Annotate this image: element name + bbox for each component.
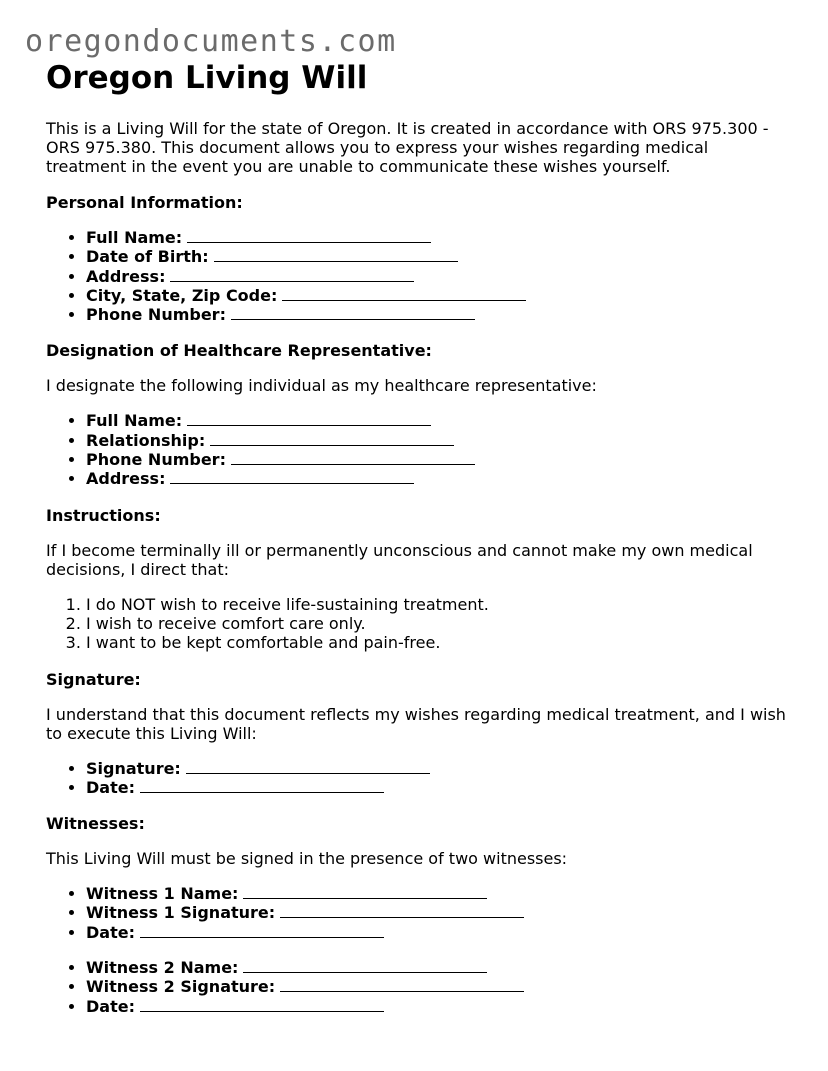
field-label: Address: <box>86 266 166 286</box>
blank-line[interactable] <box>231 451 475 465</box>
instructions-text: If I become terminally ill or permanently unconscious and cannot make my own medical decisions, I direct that: <box>46 540 753 579</box>
field-signature[interactable] <box>86 759 786 778</box>
blank-line[interactable] <box>170 470 414 484</box>
field-label: Witness 1 Name: <box>86 884 239 904</box>
document-body <box>46 58 786 1016</box>
field-witness-1-signature[interactable] <box>86 903 786 922</box>
section-heading-signature: Signature: <box>46 669 141 689</box>
field-signature-date[interactable] <box>86 778 786 797</box>
signature-fields-list <box>46 759 786 798</box>
blank-line[interactable] <box>187 412 431 426</box>
blank-line[interactable] <box>231 306 475 320</box>
intro-paragraph: This is a Living Will for the state of Oregon. It is created in accordance with ORS 975.300 - ORS 975.380. This document allows you to express your wishes regarding medical treatment in the event you are unable to communicate these wishes yourself. <box>46 119 769 176</box>
field-label: Date: <box>86 922 135 942</box>
field-date-of-birth[interactable] <box>86 247 786 266</box>
field-witness-1-name[interactable] <box>86 884 786 903</box>
blank-line[interactable] <box>210 432 454 446</box>
field-label: Phone Number: <box>86 450 226 470</box>
blank-line[interactable] <box>280 978 524 992</box>
blank-line[interactable] <box>187 229 431 243</box>
blank-line[interactable] <box>243 885 487 899</box>
instruction-item: 1. I do NOT wish to receive life-sustaining treatment. <box>86 595 786 614</box>
field-label: Address: <box>86 469 166 489</box>
page-title: Oregon Living Will <box>46 60 368 96</box>
signature-text: I understand that this document reflects my wishes regarding medical treatment, and I wish to execute this Living Will: <box>46 704 786 743</box>
field-witness-2-name[interactable] <box>86 958 786 977</box>
field-witness-2-date[interactable] <box>86 997 786 1016</box>
field-label: Witness 2 Name: <box>86 958 239 978</box>
field-label: Witness 1 Signature: <box>86 903 276 923</box>
field-label: Signature: <box>86 758 181 778</box>
instruction-item: 3. I want to be kept comfortable and pain-free. <box>86 633 786 652</box>
field-city-state-zip[interactable] <box>86 286 786 305</box>
instructions-list <box>46 595 786 653</box>
field-witness-1-date[interactable] <box>86 923 786 942</box>
field-phone-number[interactable] <box>86 305 786 324</box>
section-heading-witnesses: Witnesses: <box>46 814 145 834</box>
section-heading-personal: Personal Information: <box>46 193 243 212</box>
blank-line[interactable] <box>280 904 524 918</box>
field-label: Relationship: <box>86 430 206 450</box>
personal-fields-list <box>46 228 786 324</box>
witness-1-fields-list <box>46 884 786 942</box>
field-label: Date: <box>86 777 135 797</box>
field-rep-phone-number[interactable] <box>86 450 786 469</box>
blank-line[interactable] <box>170 268 414 282</box>
field-label: Date: <box>86 996 135 1016</box>
field-rep-relationship[interactable] <box>86 431 786 450</box>
field-label: Full Name: <box>86 228 183 247</box>
field-label: City, State, Zip Code: <box>86 285 278 305</box>
witnesses-text: This Living Will must be signed in the presence of two witnesses: <box>46 849 568 869</box>
section-heading-representative: Designation of Healthcare Representative: <box>46 341 432 361</box>
blank-line[interactable] <box>214 248 458 262</box>
field-rep-full-name[interactable] <box>86 411 786 430</box>
field-address[interactable] <box>86 267 786 286</box>
field-label: Date of Birth: <box>86 247 209 267</box>
witness-2-fields-list <box>46 958 786 1016</box>
blank-line[interactable] <box>243 959 487 973</box>
blank-line[interactable] <box>140 924 384 938</box>
blank-line[interactable] <box>140 779 384 793</box>
field-label: Full Name: <box>86 411 183 431</box>
field-full-name[interactable] <box>86 228 786 247</box>
site-watermark: oregondocuments.com <box>25 24 397 59</box>
field-label: Witness 2 Signature: <box>86 977 276 997</box>
representative-text: I designate the following individual as my healthcare representative: <box>46 376 597 396</box>
field-label: Phone Number: <box>86 305 226 325</box>
section-heading-instructions: Instructions: <box>46 505 161 525</box>
field-witness-2-signature[interactable] <box>86 977 786 996</box>
blank-line[interactable] <box>140 998 384 1012</box>
blank-line[interactable] <box>282 287 526 301</box>
representative-fields-list <box>46 411 786 488</box>
instruction-item: 2. I wish to receive comfort care only. <box>86 614 786 633</box>
blank-line[interactable] <box>186 760 430 774</box>
field-rep-address[interactable] <box>86 469 786 488</box>
